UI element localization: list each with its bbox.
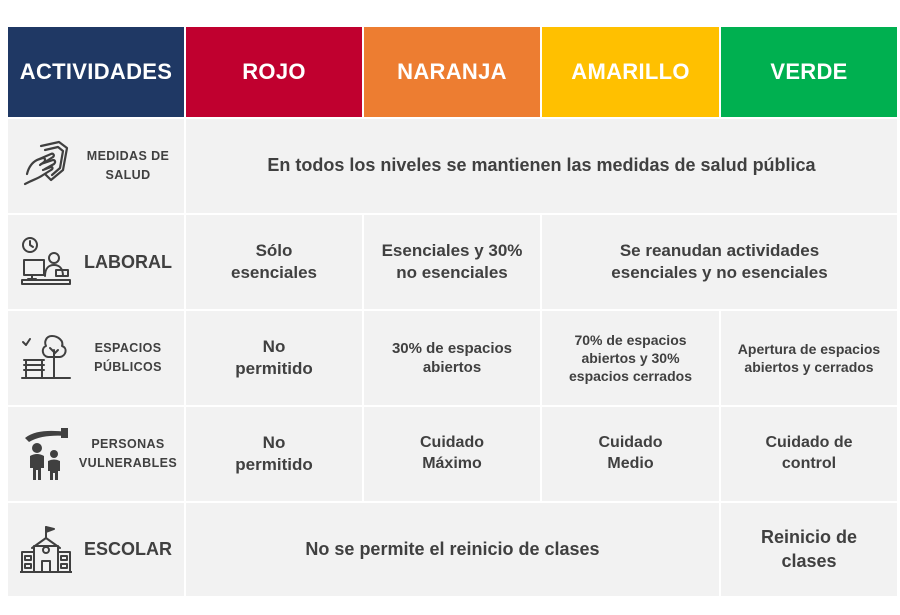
header-verde: VERDE bbox=[721, 27, 897, 117]
header-amarillo: AMARILLO bbox=[542, 27, 719, 117]
park-bench-tree-icon bbox=[20, 330, 72, 386]
vulnerable-people-icon bbox=[20, 426, 72, 482]
activity-label-line2: VULNERABLES bbox=[78, 456, 178, 470]
laboral-rojo: Sólo esenciales bbox=[186, 215, 362, 309]
medidas-salud-all-levels: En todos los niveles se mantienen las medidas de salud pública bbox=[186, 119, 897, 213]
laboral-naranja: Esenciales y 30% no esenciales bbox=[364, 215, 540, 309]
espacios-publicos-rojo: No permitido bbox=[186, 311, 362, 405]
health-shield-icon bbox=[20, 138, 72, 194]
activity-espacios-publicos bbox=[8, 311, 184, 405]
personas-vulnerables-rojo: No permitido bbox=[186, 407, 362, 501]
activity-medidas-salud bbox=[8, 119, 184, 213]
activity-label-line1: PERSONAS bbox=[91, 437, 165, 452]
espacios-publicos-amarillo: 70% de espacios abiertos y 30% espacios cerrados bbox=[542, 311, 719, 405]
espacios-publicos-verde: Apertura de espacios abiertos y cerrados bbox=[721, 311, 897, 405]
activity-escolar bbox=[8, 503, 184, 596]
activity-label-line1: MEDIDAS DE bbox=[86, 149, 170, 164]
activity-label: LABORAL bbox=[84, 251, 172, 272]
activity-label-line1: ESPACIOS bbox=[94, 341, 162, 356]
personas-vulnerables-verde: Cuidado de control bbox=[721, 407, 897, 501]
activity-levels-table bbox=[8, 27, 893, 588]
work-desk-icon bbox=[20, 234, 72, 290]
personas-vulnerables-amarillo: Cuidado Medio bbox=[542, 407, 719, 501]
activity-label-line2: PÚBLICOS bbox=[94, 360, 162, 374]
escolar-verde: Reinicio de clases bbox=[721, 503, 897, 596]
activity-label-line2: SALUD bbox=[105, 168, 151, 182]
activity-personas-vulnerables bbox=[8, 407, 184, 501]
personas-vulnerables-naranja: Cuidado Máximo bbox=[364, 407, 540, 501]
activity-laboral bbox=[8, 215, 184, 309]
laboral-amarillo-verde: Se reanudan actividades esenciales y no esenciales bbox=[542, 215, 897, 309]
header-activities: ACTIVIDADES bbox=[8, 27, 184, 117]
school-building-icon bbox=[20, 522, 72, 578]
escolar-rojo-amarillo: No se permite el reinicio de clases bbox=[186, 503, 719, 596]
header-naranja: NARANJA bbox=[364, 27, 540, 117]
header-rojo: ROJO bbox=[186, 27, 362, 117]
espacios-publicos-naranja: 30% de espacios abiertos bbox=[364, 311, 540, 405]
activity-label: ESCOLAR bbox=[83, 539, 172, 559]
